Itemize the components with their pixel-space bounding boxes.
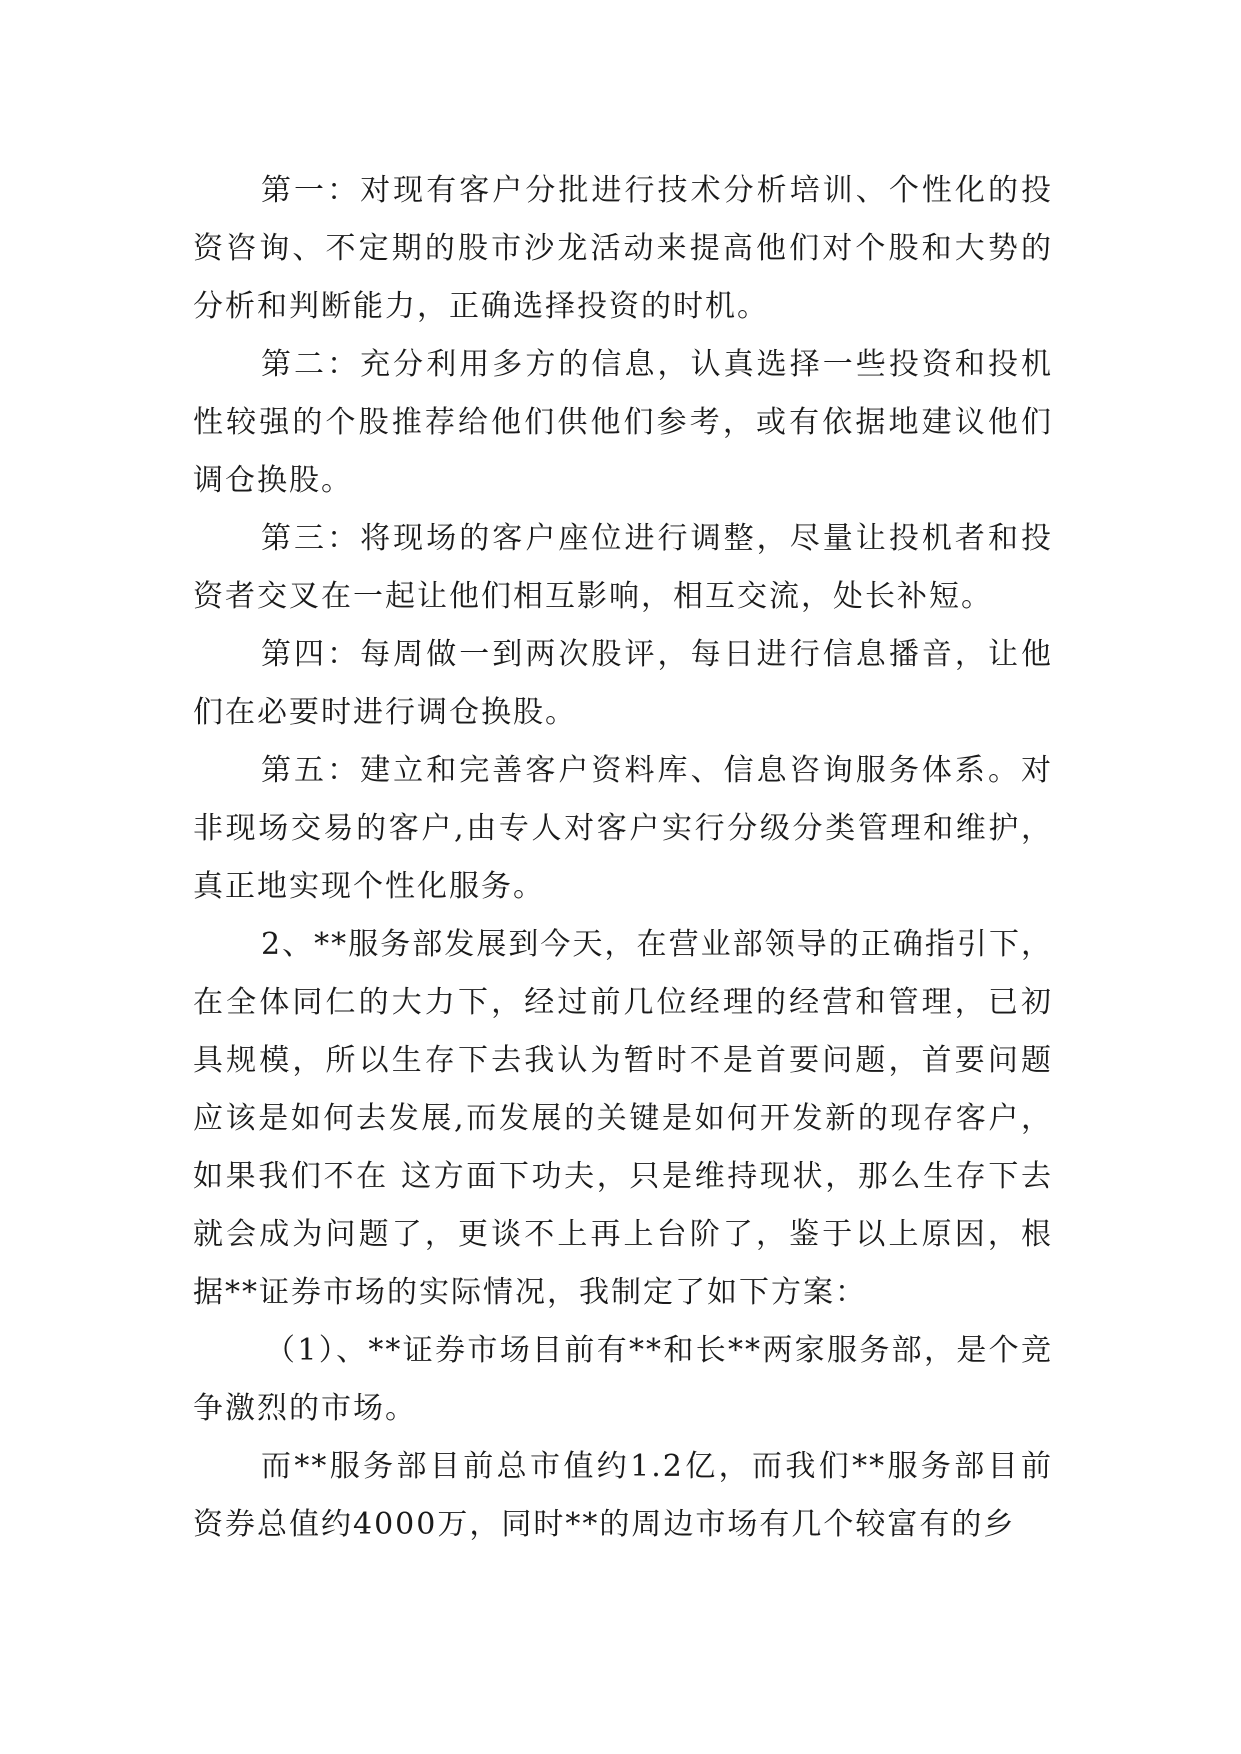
paragraph-second: 第二：充分利用多方的信息，认真选择一些投资和投机性较强的个股推荐给他们供他们参考，或有依据地建议他们调仓换股。: [193, 347, 1053, 498]
paragraph-fifth: 第五：建立和完善客户资料库、信息咨询服务体系。对非现场交易的客户,由专人对客户实行分级分类管理和维护，真正地实现个性化服务。: [193, 753, 1053, 904]
paragraph-section-2: 2、**服务部发展到今天，在营业部领导的正确指引下，在全体同仁的大力下，经过前几位经理的经营和管理，已初具规模，所以生存下去我认为暂时不是首要问题，首要问题应该是如何去发展,而发展的关键是如何开发新的现存客户，如果我们不在 这方面下功夫，只是维持现状，那么生存下去就会成为问题了，更谈不上再上台阶了，鉴于以上原因，根据**证券市场的实际情况，我制定了如下方案：: [193, 927, 1053, 1310]
document-body: [193, 162, 1053, 1554]
paragraph-market-value: 而**服务部目前总市值约1.2亿，而我们**服务部目前资券总值约4000万，同时**的周边市场有几个较富有的乡: [193, 1449, 1053, 1542]
paragraph-first: 第一：对现有客户分批进行技术分析培训、个性化的投资咨询、不定期的股市沙龙活动来提高他们对个股和大势的分析和判断能力，正确选择投资的时机。: [193, 173, 1053, 324]
paragraph-fourth: 第四：每周做一到两次股评，每日进行信息播音，让他们在必要时进行调仓换股。: [193, 637, 1053, 730]
paragraph-item-1: （1）、**证券市场目前有**和长**两家服务部，是个竞争激烈的市场。: [193, 1333, 1053, 1426]
paragraph-third: 第三：将现场的客户座位进行调整，尽量让投机者和投资者交叉在一起让他们相互影响，相互交流，处长补短。: [193, 521, 1053, 614]
